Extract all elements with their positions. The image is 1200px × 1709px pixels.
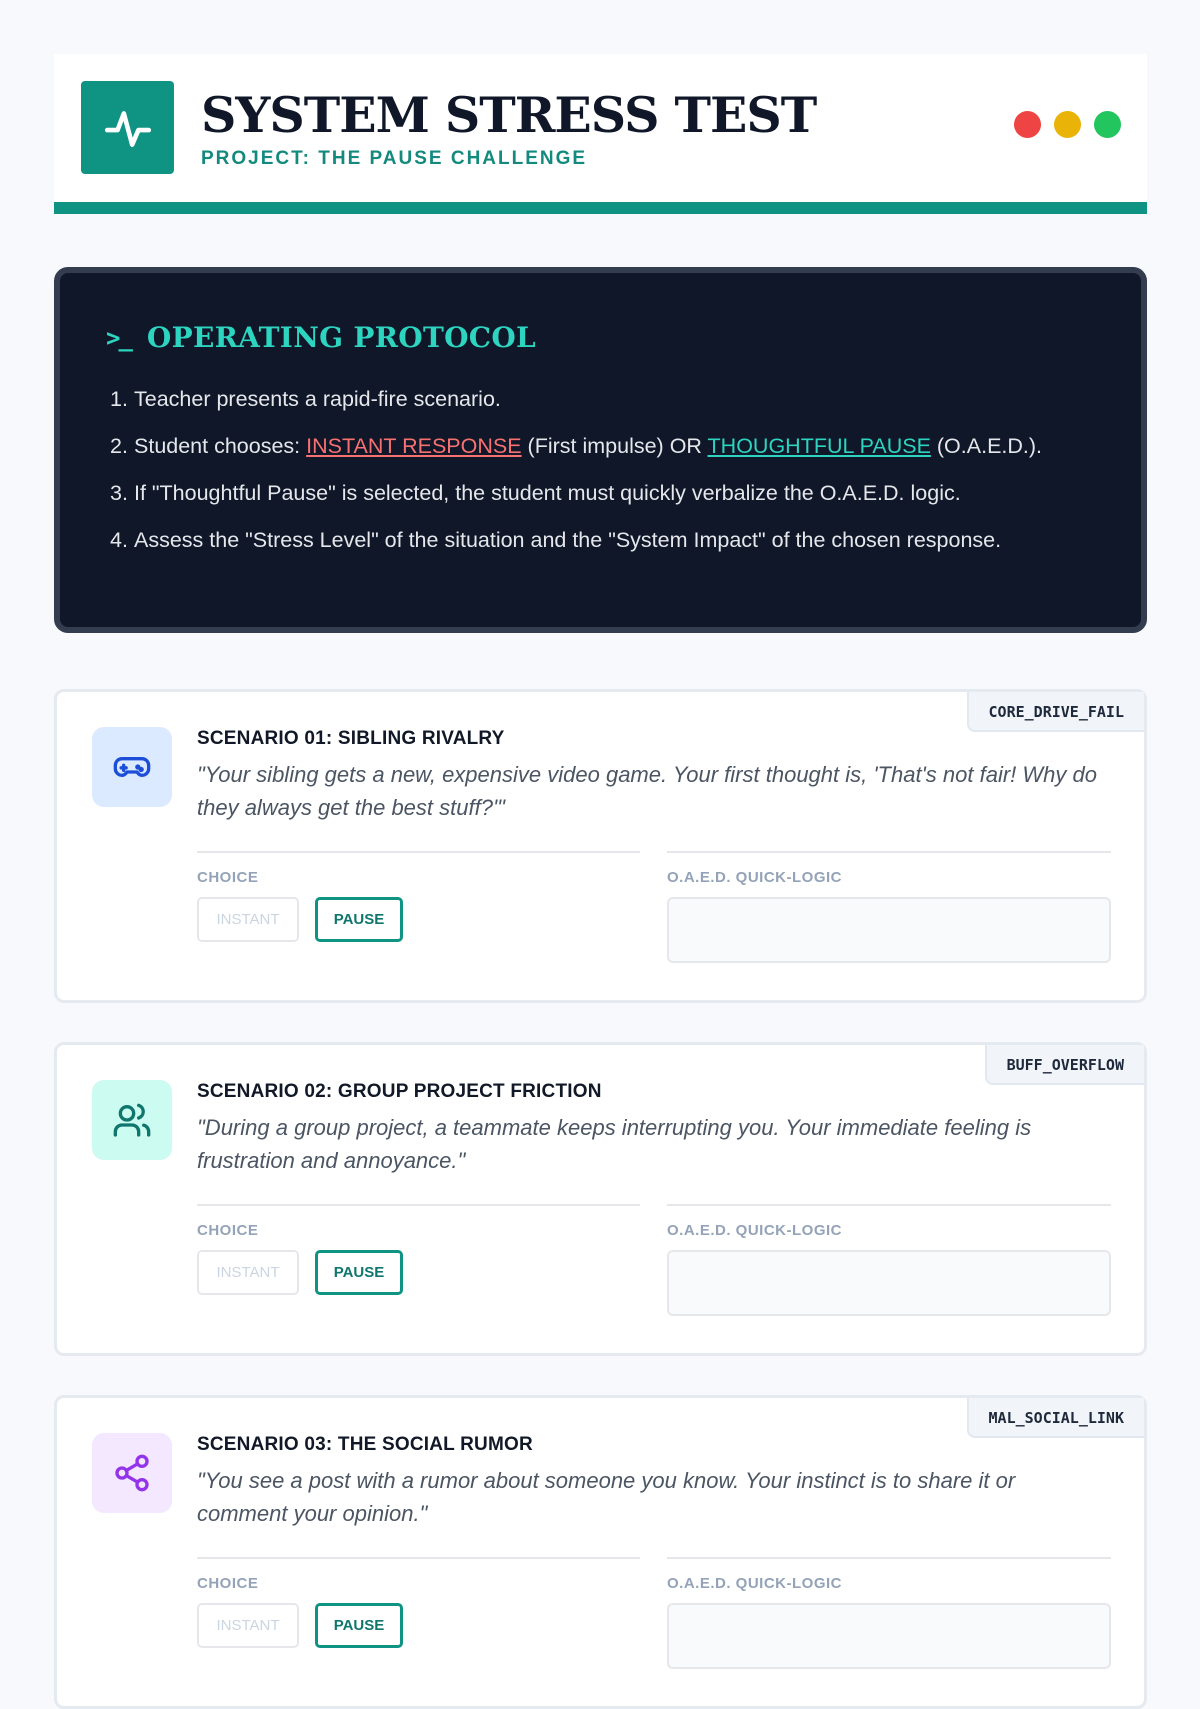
choice-label: CHOICE xyxy=(197,1222,259,1239)
divider xyxy=(197,1557,640,1559)
protocol-title: OPERATING PROTOCOL xyxy=(146,321,537,354)
protocol-steps xyxy=(110,383,1110,557)
scenario-quote: "During a group project, a teammate keeps interrupting you. Your immediate feeling is frustration and annoyance." xyxy=(197,1115,1032,1173)
pause-button[interactable]: PAUSE xyxy=(315,1603,403,1648)
scenario-icon-box xyxy=(92,1433,172,1513)
scenario-title: SCENARIO 01: SIBLING RIVALRY xyxy=(197,728,505,749)
protocol-step: 2. Student chooses: INSTANT RESPONSE (First impulse) OR THOUGHTFUL PAUSE (O.A.E.D.). xyxy=(110,434,1043,458)
users-icon xyxy=(112,1100,152,1140)
scenario-icon-box xyxy=(92,1080,172,1160)
divider xyxy=(197,851,640,853)
gamepad-icon xyxy=(112,747,152,787)
scenario-card xyxy=(54,1042,1147,1356)
pause-button[interactable]: PAUSE xyxy=(315,1250,403,1295)
divider xyxy=(667,851,1111,853)
page-title: SYSTEM STRESS TEST xyxy=(201,86,817,144)
share-icon xyxy=(112,1453,152,1493)
scenario-quote: "Your sibling gets a new, expensive video game. Your first thought is, 'That's not fair! Why do they always get the best stuff?'" xyxy=(197,762,1097,820)
protocol-step: 4. Assess the "Stress Level" of the situation and the "System Impact" of the chosen response. xyxy=(110,528,1002,552)
activity-pulse-icon xyxy=(103,103,153,153)
logic-label: O.A.E.D. QUICK-LOGIC xyxy=(667,1575,842,1592)
thoughtful-pause-highlight: THOUGHTFUL PAUSE xyxy=(707,434,931,458)
choice-label: CHOICE xyxy=(197,869,259,886)
instant-button[interactable]: INSTANT xyxy=(197,897,299,942)
choice-label: CHOICE xyxy=(197,1575,259,1592)
scenario-icon-box xyxy=(92,727,172,807)
divider xyxy=(667,1557,1111,1559)
instant-response-highlight: INSTANT RESPONSE xyxy=(306,434,522,458)
quick-logic-input[interactable] xyxy=(667,897,1111,963)
logo xyxy=(81,81,174,174)
window-controls xyxy=(1014,111,1121,138)
pause-button[interactable]: PAUSE xyxy=(315,897,403,942)
red-dot-icon[interactable] xyxy=(1014,111,1041,138)
page-header xyxy=(54,54,1147,214)
scenario-quote: "You see a post with a rumor about someone you know. Your instinct is to share it or comment your opinion." xyxy=(197,1468,1016,1526)
terminal-icon: >_ xyxy=(106,323,131,352)
divider xyxy=(197,1204,640,1206)
instant-button[interactable]: INSTANT xyxy=(197,1603,299,1648)
protocol-header xyxy=(106,321,536,354)
scenario-card xyxy=(54,1395,1147,1709)
protocol-step: 1. Teacher presents a rapid-fire scenario. xyxy=(110,387,501,411)
divider xyxy=(667,1204,1111,1206)
scenario-code-badge: CORE_DRIVE_FAIL xyxy=(967,692,1144,732)
page-subtitle: PROJECT: THE PAUSE CHALLENGE xyxy=(201,148,588,169)
operating-protocol-panel xyxy=(54,267,1147,633)
logic-label: O.A.E.D. QUICK-LOGIC xyxy=(667,1222,842,1239)
yellow-dot-icon[interactable] xyxy=(1054,111,1081,138)
protocol-step: 3. If "Thoughtful Pause" is selected, the student must quickly verbalize the O.A.E.D. logic. xyxy=(110,481,961,505)
scenario-code-badge: BUFF_OVERFLOW xyxy=(985,1045,1144,1085)
scenario-card xyxy=(54,689,1147,1003)
logic-label: O.A.E.D. QUICK-LOGIC xyxy=(667,869,842,886)
instant-button[interactable]: INSTANT xyxy=(197,1250,299,1295)
scenario-code-badge: MAL_SOCIAL_LINK xyxy=(967,1398,1144,1438)
scenario-title: SCENARIO 03: THE SOCIAL RUMOR xyxy=(197,1434,533,1455)
quick-logic-input[interactable] xyxy=(667,1250,1111,1316)
green-dot-icon[interactable] xyxy=(1094,111,1121,138)
scenario-title: SCENARIO 02: GROUP PROJECT FRICTION xyxy=(197,1081,602,1102)
quick-logic-input[interactable] xyxy=(667,1603,1111,1669)
